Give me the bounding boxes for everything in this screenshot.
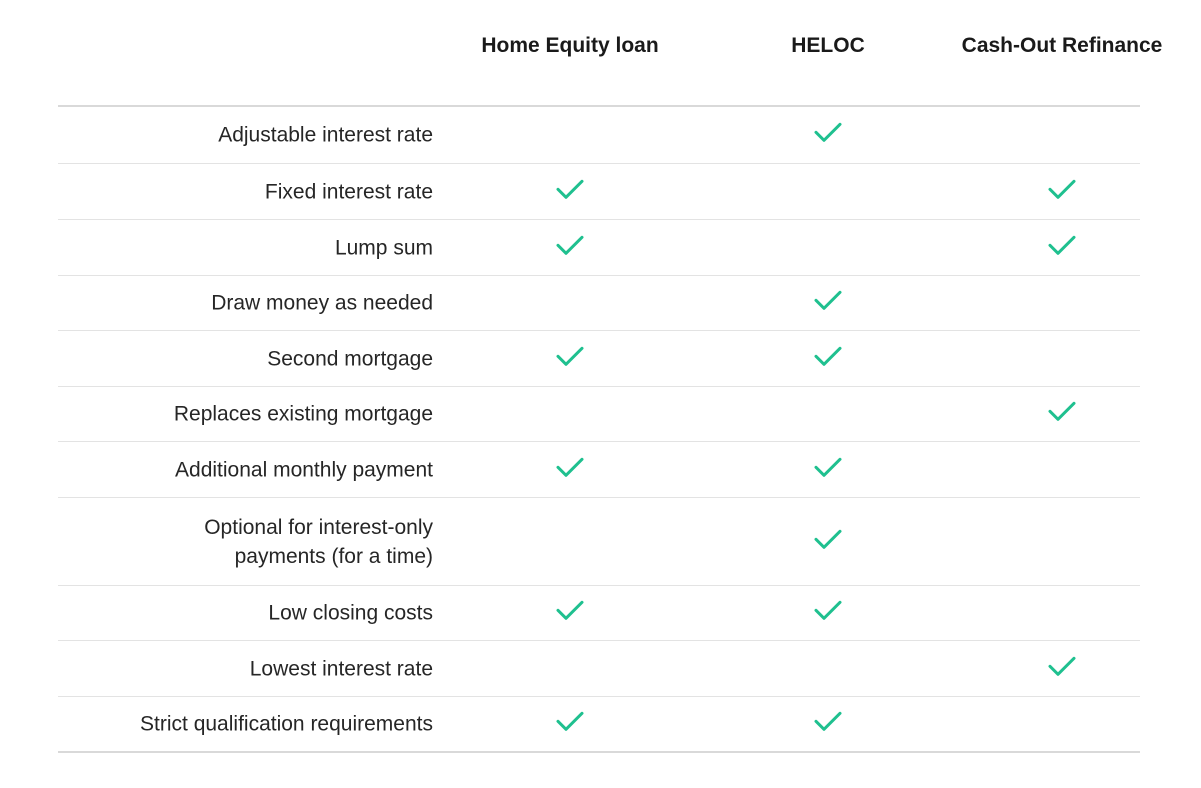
table-row <box>58 387 1140 442</box>
table-row <box>58 220 1140 276</box>
row-label: Optional for interest-only payments (for a time) <box>204 515 433 568</box>
column-header-heloc: HELOC <box>791 34 865 57</box>
row-label: Second mortgage <box>267 347 433 370</box>
row-label: Lump sum <box>334 236 433 259</box>
table-row <box>58 107 1140 164</box>
check-icon <box>814 528 842 550</box>
table-row <box>58 641 1140 697</box>
check-icon <box>556 345 584 367</box>
table-row <box>58 498 1140 586</box>
check-icon <box>556 710 584 732</box>
check-icon <box>556 456 584 478</box>
check-icon <box>814 599 842 621</box>
check-icon <box>1048 655 1076 677</box>
table-row <box>58 331 1140 387</box>
check-icon <box>556 599 584 621</box>
check-icon <box>814 121 842 143</box>
row-label: Lowest interest rate <box>249 657 433 680</box>
check-icon <box>556 234 584 256</box>
check-icon <box>814 345 842 367</box>
row-label: Low closing costs <box>268 601 433 625</box>
check-icon <box>1048 234 1076 256</box>
check-icon <box>814 456 842 478</box>
column-header-home-equity-loan: Home Equity loan <box>481 34 659 57</box>
check-icon <box>814 710 842 732</box>
table-row <box>58 442 1140 498</box>
row-label: Additional monthly payment <box>175 458 433 481</box>
table-row <box>58 276 1140 331</box>
check-icon <box>1048 400 1076 422</box>
row-label: Replaces existing mortgage <box>173 402 433 426</box>
table-bottom-divider <box>58 751 1140 753</box>
table-row <box>58 586 1140 641</box>
check-icon <box>1048 178 1076 200</box>
check-icon <box>556 178 584 200</box>
column-header-cash-out-refinance: Cash-Out Refinance <box>961 34 1163 57</box>
table-row <box>58 697 1140 751</box>
row-label: Fixed interest rate <box>264 180 433 203</box>
table-row <box>58 164 1140 220</box>
row-label: Adjustable interest rate <box>218 123 433 147</box>
row-label: Strict qualification requirements <box>140 712 433 736</box>
check-icon <box>814 289 842 311</box>
row-label: Draw money as needed <box>211 291 433 315</box>
